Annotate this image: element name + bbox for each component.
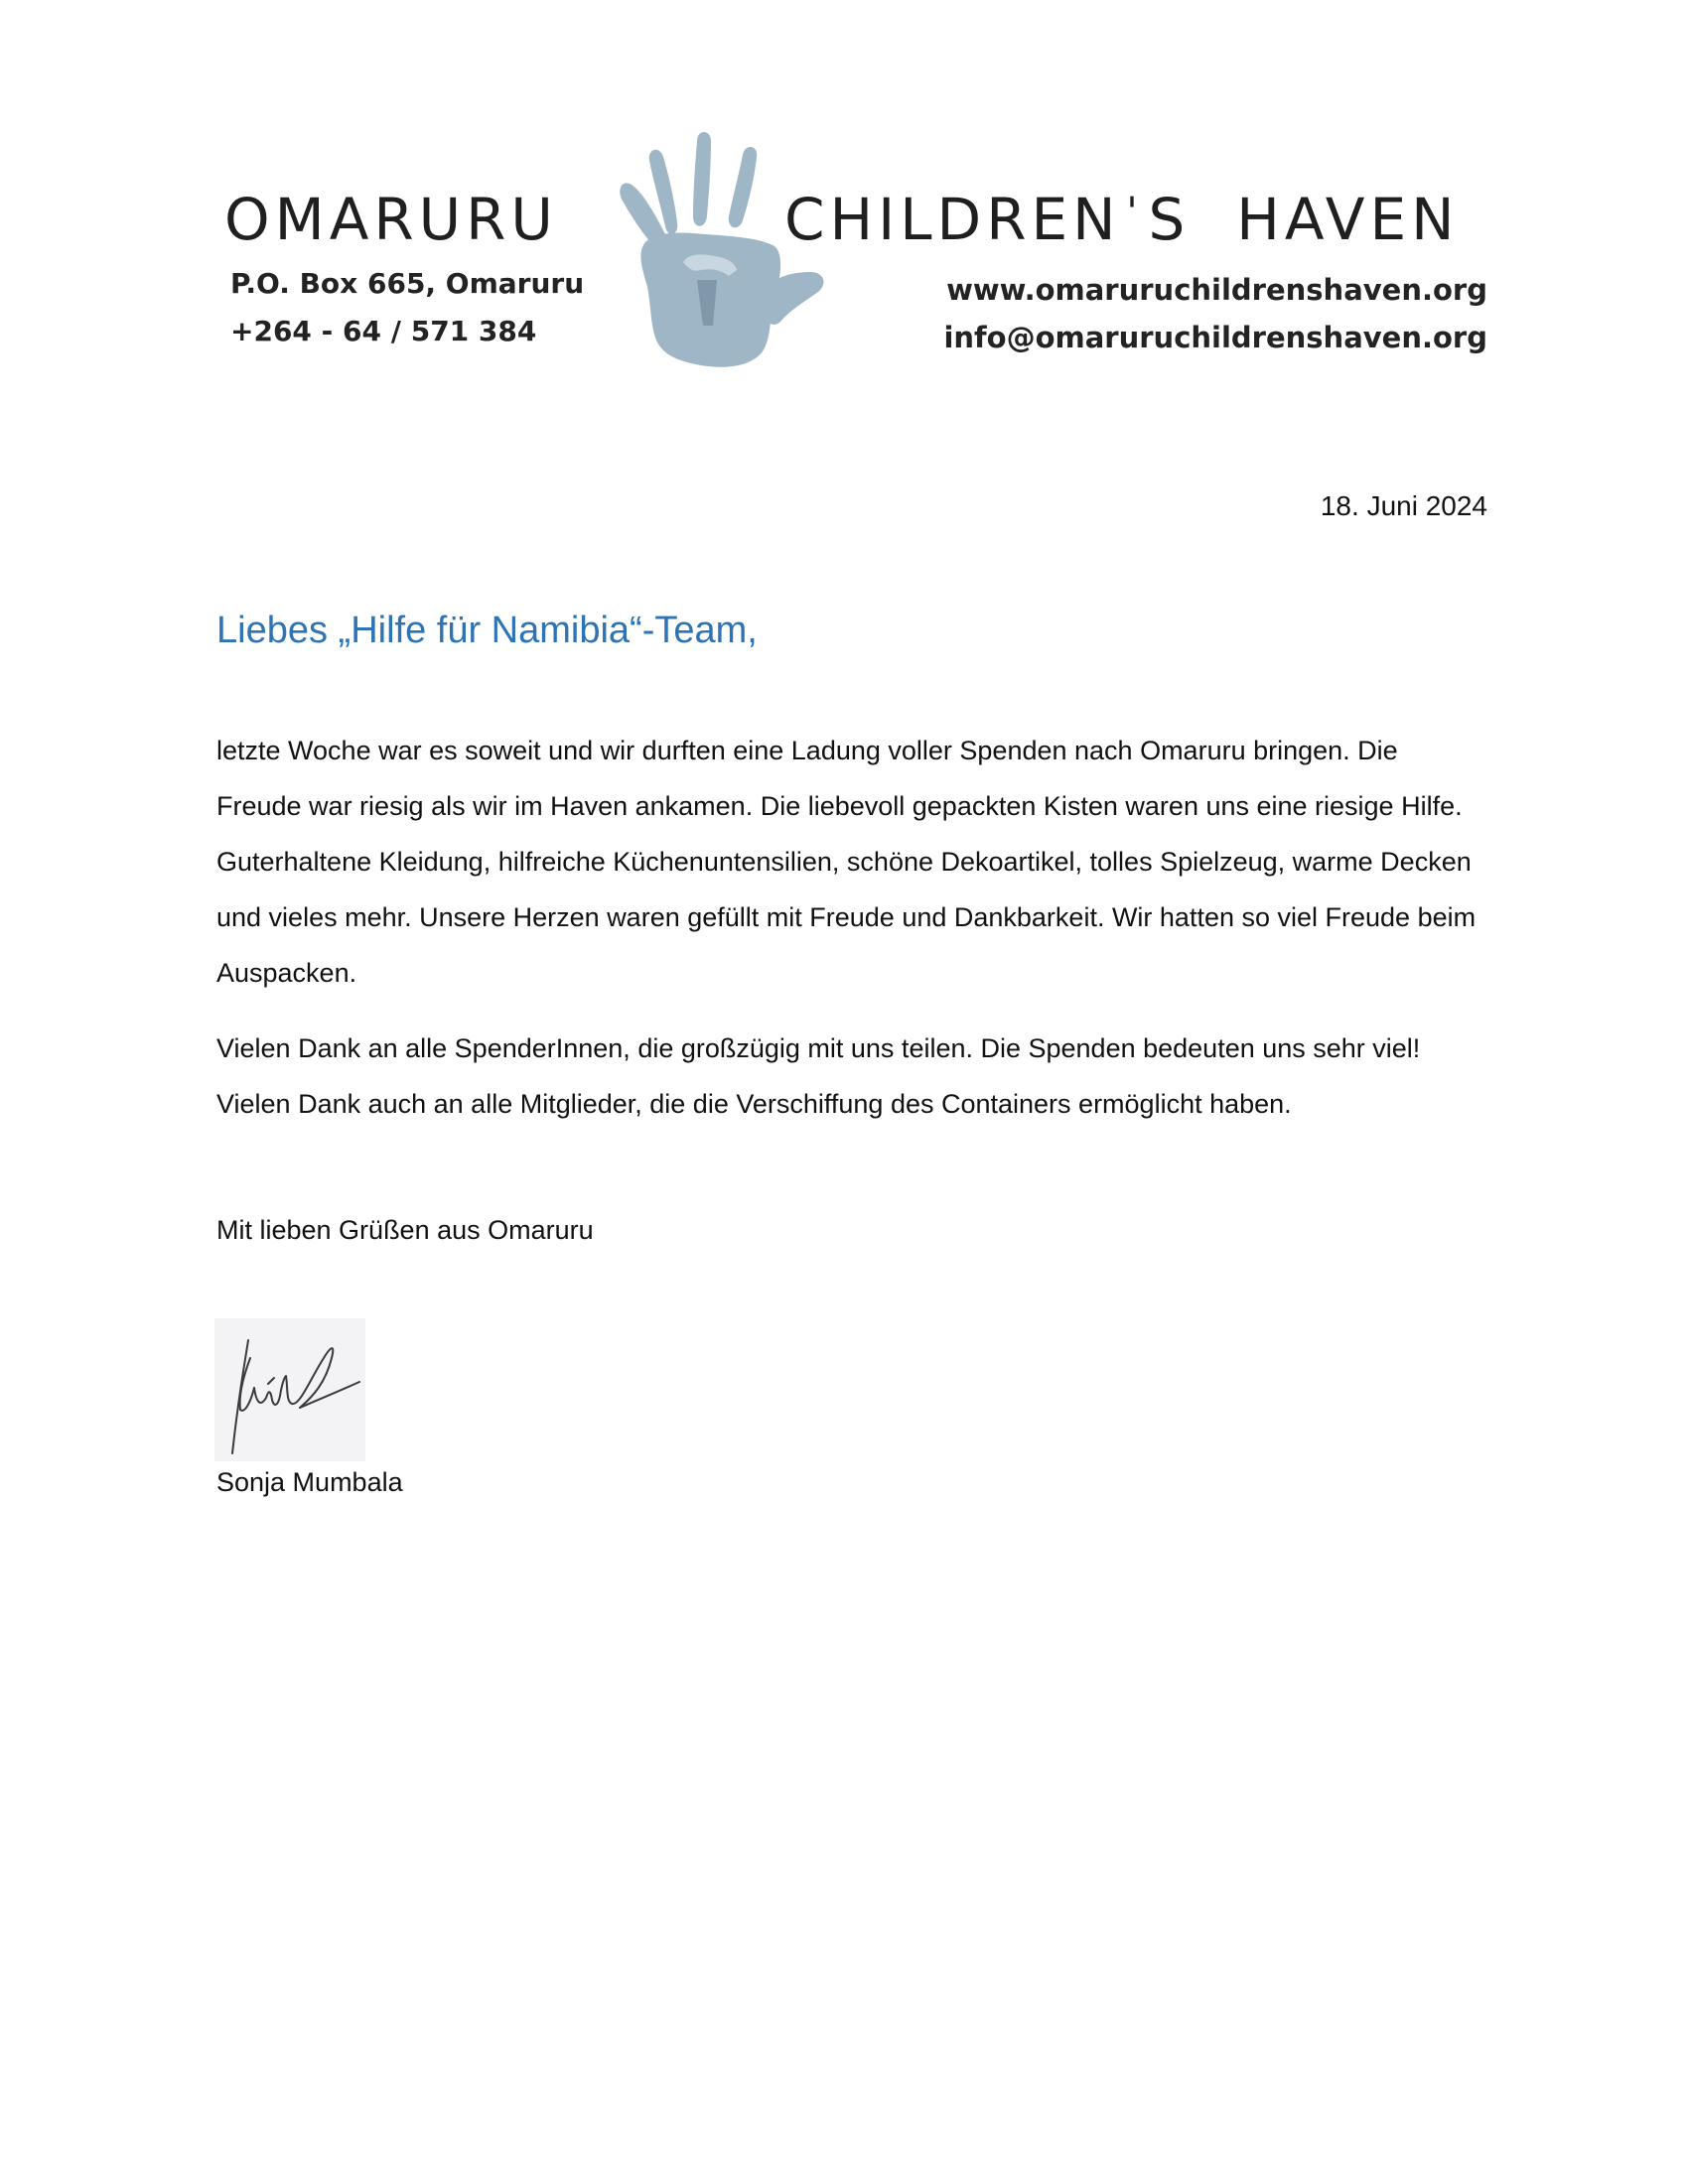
signature-image	[214, 1318, 365, 1461]
phone-number: +264 - 64 / 571 384	[230, 315, 537, 347]
contact-block-right	[943, 266, 1487, 361]
org-name-children: CHILDREN	[784, 186, 1121, 253]
org-name-right	[784, 186, 1460, 253]
org-name-haven: S HAVEN	[1148, 186, 1460, 253]
postal-address: P.O. Box 665, Omaruru	[230, 267, 585, 300]
org-name-apostrophe: '	[1126, 190, 1143, 235]
body-paragraph-2: Vielen Dank an alle SpenderInnen, die großzügig mit uns teilen. Die Spenden bedeuten uns sehr viel! Vielen Dank auch an alle Mitglieder, die die Verschiffung des Containers ermöglicht haben.	[216, 1033, 1421, 1119]
body-paragraph-1: letzte Woche war es soweit und wir durften eine Ladung voller Spenden nach Omaruru bringen. Die Freude war riesig als wir im Haven ankamen. Die liebevoll gepackten Kisten waren uns eine riesige Hilfe. Guterhaltene Kleidung, hilfreiche Küchenuntensilien, schöne Dekoartikel, tolles Spielzeug, warme Decken und vieles mehr. Unsere Herzen waren gefüllt mit Freude und Dankbarkeit. Wir hatten so viel Freude beim Auspacken.	[216, 736, 1477, 988]
letter-date: 18. Juni 2024	[1320, 490, 1487, 521]
salutation: Liebes „Hilfe für Namibia“-Team,	[216, 610, 758, 651]
email-link[interactable]: info@omaruruchildrenshaven.org	[943, 321, 1487, 354]
letterhead	[0, 0, 1688, 377]
closing-line: Mit lieben Grüßen aus Omaruru	[216, 1215, 594, 1245]
org-name-left: OMARURU	[224, 186, 558, 253]
website-link[interactable]: www.omaruruchildrenshaven.org	[946, 273, 1487, 307]
signer-name: Sonja Mumbala	[216, 1467, 403, 1497]
contact-block-left	[230, 260, 584, 355]
letter-body	[216, 723, 1487, 1152]
